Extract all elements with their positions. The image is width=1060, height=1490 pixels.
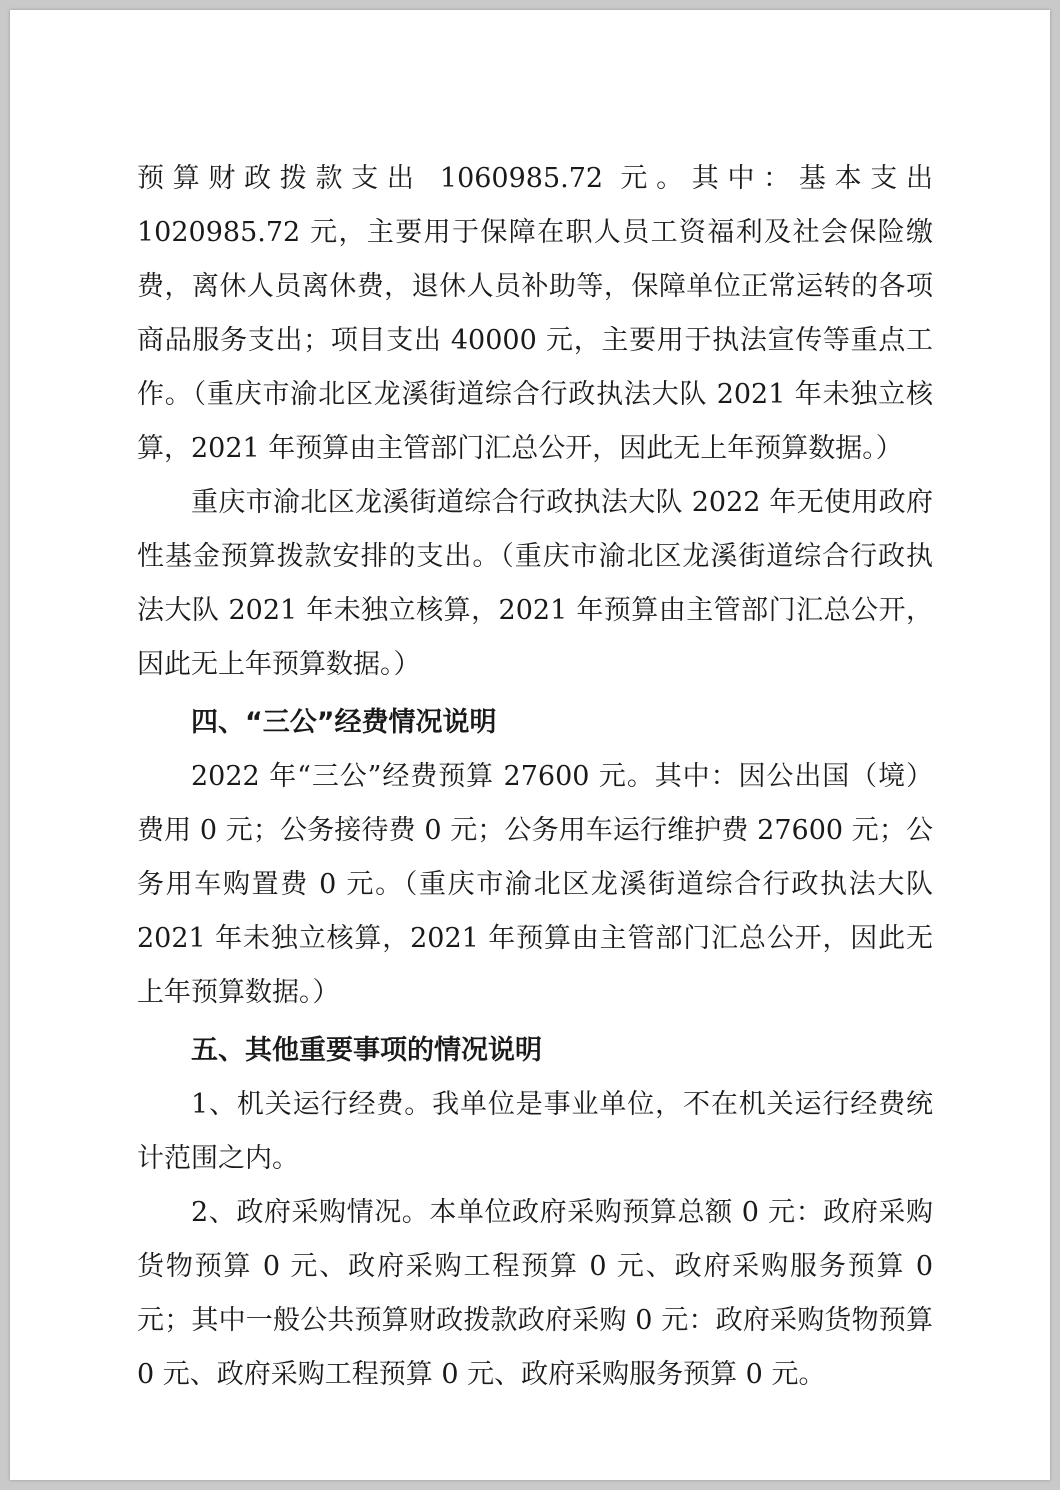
paragraph-government-fund: 重庆市渝北区龙溪街道综合行政执法大队 2022 年无使用政府性基金预算拨款安排的支出。（重庆市渝北区龙溪街道综合行政执法大队 2021 年未独立核算，2021 年预算由主管部门汇总公开，因此无上年预算数据。）: [137, 487, 933, 680]
document-body: [137, 152, 933, 1402]
paragraph-government-procurement: 2、政府采购情况。本单位政府采购预算总额 0 元：政府采购货物预算 0 元、政府采购工程预算 0 元、政府采购服务预算 0 元；其中一般公共预算财政拨款政府采购 0 元：政府采购货物预算 0 元、政府采购工程预算 0 元、政府采购服务预算 0 元。: [137, 1197, 933, 1390]
paragraph-budget-expenditure: 预算财政拨款支出 1060985.72 元。其中：基本支出 1020985.72 元，主要用于保障在职人员工资福利及社会保险缴费，离休人员离休费，退休人员补助等，保障单位正常运转的各项商品服务支出；项目支出 40000 元，主要用于执法宣传等重点工作。（重庆市渝北区龙溪街道综合行政执法大队 2021 年未独立核算，2021 年预算由主管部门汇总公开，因此无上年预算数据。）: [137, 163, 933, 464]
document-page: [10, 10, 1050, 1480]
section-heading-other-matters: 五、其他重要事项的情况说明: [191, 1035, 542, 1066]
paragraph-operating-expenses: 1、机关运行经费。我单位是事业单位，不在机关运行经费统计范围之内。: [137, 1089, 933, 1174]
section-heading-three-public: 四、“三公”经费情况说明: [191, 707, 497, 738]
paragraph-three-public-budget: 2022 年“三公”经费预算 27600 元。其中：因公出国（境）费用 0 元；公务接待费 0 元；公务用车运行维护费 27600 元；公务用车购置费 0 元。（重庆市渝北区龙溪街道综合行政执法大队 2021 年未独立核算，2021 年预算由主管部门汇总公开，因此无上年预算数据。）: [137, 761, 933, 1008]
